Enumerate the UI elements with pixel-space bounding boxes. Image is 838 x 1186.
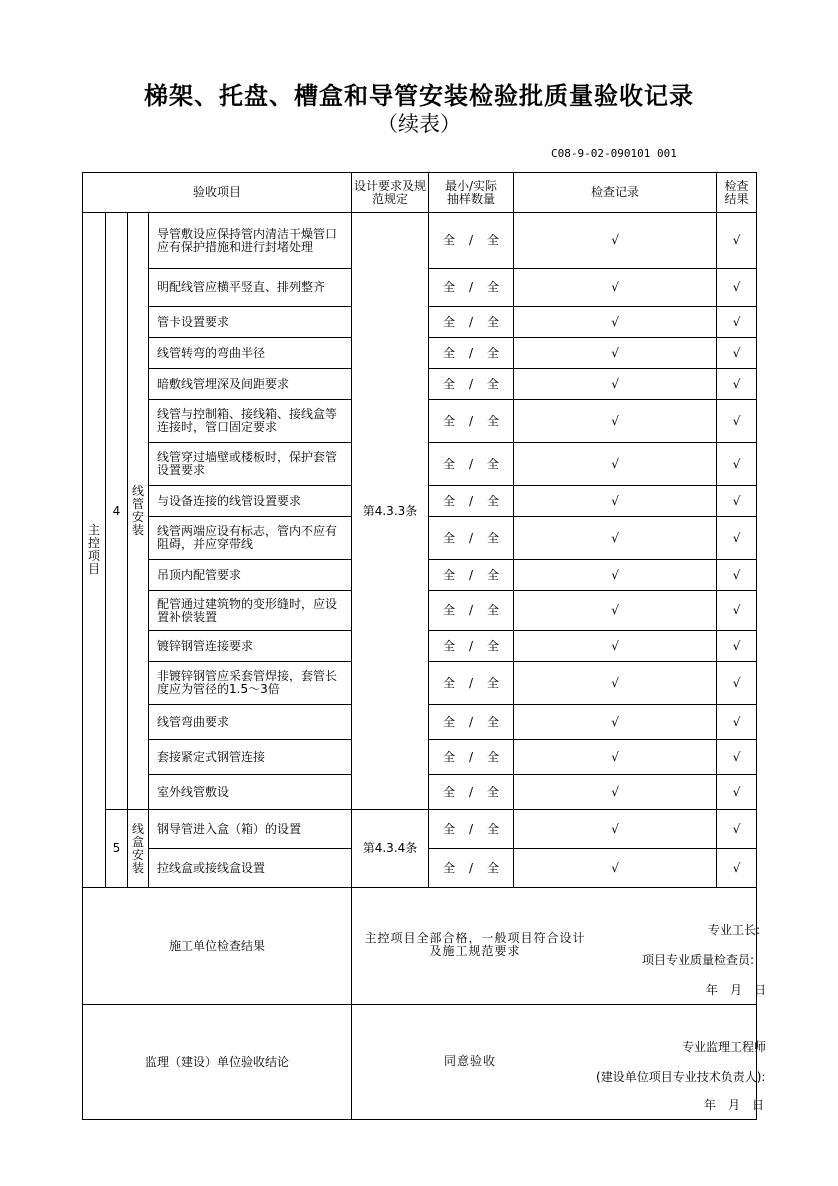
- check-mark: √: [611, 280, 619, 294]
- sampling-slash: /: [468, 280, 474, 294]
- check-mark: √: [732, 714, 741, 729]
- sampling-min: 全: [442, 714, 455, 729]
- sampling-slash: /: [468, 345, 474, 360]
- sampling-count: [429, 849, 514, 888]
- check-result: [717, 369, 757, 400]
- item-description: 管卡设置要求: [149, 307, 352, 338]
- check-result: [717, 591, 757, 631]
- sampling-actual: 全: [487, 456, 500, 471]
- check-mark: √: [611, 603, 619, 617]
- sampling-actual: 全: [487, 714, 500, 729]
- group-name-cell: [128, 810, 149, 888]
- check-mark: √: [732, 456, 741, 471]
- check-record: [514, 517, 717, 560]
- check-mark: √: [732, 784, 741, 799]
- check-record: [514, 849, 717, 888]
- item-description: 明配线管应横平竖直、排列整齐: [149, 269, 352, 307]
- check-mark: √: [732, 675, 741, 690]
- sampling-slash: /: [468, 749, 474, 764]
- sampling-count: [429, 662, 514, 705]
- item-description: 拉线盒或接线盒设置: [149, 849, 352, 888]
- sampling-slash: /: [468, 314, 474, 329]
- sampling-actual: 全: [487, 314, 500, 329]
- spec-clause: 第4.3.3条: [352, 213, 429, 810]
- sampling-slash: /: [468, 714, 474, 729]
- check-mark: √: [732, 638, 741, 653]
- item-description: 线管两端应设有标志，管内不应有阻碍，并应穿带线: [149, 517, 352, 560]
- sampling-count: [429, 517, 514, 560]
- check-result: [717, 662, 757, 705]
- check-mark: √: [611, 314, 619, 329]
- check-mark: √: [611, 784, 619, 799]
- check-result: [717, 338, 757, 369]
- page-subtitle: （续表）: [377, 112, 461, 136]
- col-header-item: 验收项目: [83, 173, 352, 213]
- sampling-actual: 全: [487, 345, 500, 360]
- sampling-min: 全: [442, 413, 455, 428]
- sampling-slash: /: [468, 675, 474, 690]
- sampling-slash: /: [468, 233, 474, 247]
- check-result: [717, 443, 757, 486]
- check-record: [514, 662, 717, 705]
- check-result: [717, 810, 757, 849]
- sampling-actual: 全: [487, 821, 500, 836]
- item-description: 暗敷线管埋深及间距要求: [149, 369, 352, 400]
- check-record: [514, 443, 717, 486]
- sampling-slash: /: [468, 456, 474, 471]
- sampling-actual: 全: [487, 376, 500, 391]
- check-result: [717, 560, 757, 591]
- sampling-count: [429, 269, 514, 307]
- sampling-count: [429, 775, 514, 810]
- item-description: 线管弯曲要求: [149, 705, 352, 740]
- sampling-count: [429, 740, 514, 775]
- col-header-requirement: 设计要求及规范规定: [352, 173, 429, 213]
- check-mark: √: [611, 493, 619, 508]
- check-record: [514, 400, 717, 443]
- sampling-count: [429, 705, 514, 740]
- check-mark: √: [732, 233, 741, 247]
- sampling-count: [429, 486, 514, 517]
- owner-rep-label: (建设单位项目专业技术负责人):: [596, 1070, 766, 1084]
- check-result: [717, 705, 757, 740]
- category-cell: [83, 213, 106, 888]
- item-description: 配管通过建筑物的变形缝时，应设置补偿装置: [149, 591, 352, 631]
- check-mark: √: [611, 675, 619, 690]
- sampling-min: 全: [442, 603, 455, 617]
- item-description: 线管转弯的弯曲半径: [149, 338, 352, 369]
- sampling-actual: 全: [487, 675, 500, 690]
- check-result: [717, 740, 757, 775]
- check-mark: √: [611, 376, 619, 391]
- item-description: 钢导管进入盒（箱）的设置: [149, 810, 352, 849]
- sampling-slash: /: [468, 530, 474, 545]
- sampling-min: 全: [442, 675, 455, 690]
- check-record: [514, 775, 717, 810]
- sampling-actual: 全: [487, 493, 500, 508]
- check-mark: √: [611, 530, 619, 545]
- check-mark: √: [732, 280, 741, 294]
- sampling-count: [429, 560, 514, 591]
- supervision-result: 同意验收: [444, 1054, 497, 1068]
- check-record: [514, 307, 717, 338]
- check-mark: √: [732, 749, 741, 764]
- check-mark: √: [732, 530, 741, 545]
- foreman-label: 专业工长:: [708, 923, 761, 937]
- sampling-count: [429, 810, 514, 849]
- supervision-section: [83, 1005, 757, 1120]
- construction-section: [83, 888, 757, 1005]
- sampling-count: [429, 213, 514, 269]
- group-number: 4: [106, 213, 128, 810]
- check-record: [514, 740, 717, 775]
- supervision-date: 年 月 日: [704, 1098, 765, 1112]
- sampling-min: 全: [442, 530, 455, 545]
- sampling-slash: /: [468, 784, 474, 799]
- check-record: [514, 631, 717, 662]
- group-name: 线盒安装: [131, 821, 144, 875]
- check-mark: √: [611, 821, 619, 836]
- sampling-slash: /: [468, 493, 474, 508]
- check-result: [717, 517, 757, 560]
- sampling-min: 全: [442, 493, 455, 508]
- item-description: 室外线管敷设: [149, 775, 352, 810]
- check-mark: √: [732, 413, 741, 428]
- check-mark: √: [732, 345, 741, 360]
- check-mark: √: [611, 567, 619, 582]
- sampling-min: 全: [442, 567, 455, 582]
- check-result: [717, 400, 757, 443]
- sampling-slash: /: [468, 567, 474, 582]
- col-header-record: 检查记录: [514, 173, 717, 213]
- inspection-table: [82, 172, 767, 1120]
- col-header-sampling: 最小/实际抽样数量: [429, 173, 514, 213]
- sampling-actual: 全: [487, 233, 500, 247]
- inspector-label: 项目专业质量检查员:: [642, 953, 755, 967]
- check-record: [514, 591, 717, 631]
- check-mark: √: [611, 638, 619, 653]
- check-mark: √: [732, 603, 741, 617]
- category-label: 主控项目: [87, 523, 100, 576]
- sampling-count: [429, 400, 514, 443]
- sampling-min: 全: [442, 749, 455, 764]
- item-description: 镀锌钢管连接要求: [149, 631, 352, 662]
- item-description: 与设备连接的线管设置要求: [149, 486, 352, 517]
- check-mark: √: [611, 749, 619, 764]
- supervision-label: 监理（建设）单位验收结论: [83, 1005, 352, 1120]
- item-description: 线管穿过墙壁或楼板时，保护套管设置要求: [149, 443, 352, 486]
- construction-content: [352, 888, 767, 1005]
- sampling-actual: 全: [487, 280, 500, 294]
- sampling-min: 全: [442, 860, 455, 875]
- check-mark: √: [611, 860, 619, 875]
- check-record: [514, 810, 717, 849]
- sampling-min: 全: [442, 314, 455, 329]
- check-result: [717, 486, 757, 517]
- sampling-count: [429, 443, 514, 486]
- sampling-actual: 全: [487, 603, 500, 617]
- sampling-count: [429, 307, 514, 338]
- sampling-slash: /: [468, 413, 474, 428]
- col-header-result: 检查结果: [717, 173, 757, 213]
- check-mark: √: [732, 860, 741, 875]
- sampling-actual: 全: [487, 530, 500, 545]
- construction-label: 施工单位检查结果: [83, 888, 352, 1005]
- group-name: 线管安装: [131, 484, 144, 537]
- check-result: [717, 631, 757, 662]
- construction-result: 主控项目全部合格，一般项目符合设计及施工规范要求: [364, 931, 586, 958]
- sampling-actual: 全: [487, 413, 500, 428]
- group-name-cell: [128, 213, 149, 810]
- item-description: 线管与控制箱、接线箱、接线盒等连接时，管口固定要求: [149, 400, 352, 443]
- sampling-slash: /: [468, 821, 474, 836]
- spec-clause: 第4.3.4条: [352, 810, 429, 888]
- table-row: [83, 213, 757, 269]
- sampling-min: 全: [442, 821, 455, 836]
- check-mark: √: [732, 376, 741, 391]
- check-result: [717, 849, 757, 888]
- document-code: C08-9-02-090101 001: [551, 147, 677, 160]
- supervision-content: [352, 1005, 767, 1120]
- check-record: [514, 269, 717, 307]
- sampling-count: [429, 338, 514, 369]
- item-description: 导管敷设应保持管内清洁干燥管口应有保护措施和进行封堵处理: [149, 213, 352, 269]
- sampling-actual: 全: [487, 567, 500, 582]
- group-number: 5: [106, 810, 128, 888]
- engineer-label: 专业监理工程师: [682, 1040, 767, 1054]
- sampling-min: 全: [442, 345, 455, 360]
- sampling-slash: /: [468, 638, 474, 653]
- check-mark: √: [611, 456, 619, 471]
- check-mark: √: [732, 821, 741, 836]
- item-description: 套接紧定式钢管连接: [149, 740, 352, 775]
- sampling-min: 全: [442, 638, 455, 653]
- check-record: [514, 369, 717, 400]
- check-result: [717, 213, 757, 269]
- sampling-min: 全: [442, 233, 455, 247]
- construction-date: 年 月 日: [706, 983, 767, 997]
- sampling-min: 全: [442, 376, 455, 391]
- item-description: 非镀锌钢管应采套管焊接，套管长度应为管径的1.5～3倍: [149, 662, 352, 705]
- sampling-actual: 全: [487, 638, 500, 653]
- item-description: 吊顶内配管要求: [149, 560, 352, 591]
- check-mark: √: [732, 314, 741, 329]
- sampling-slash: /: [468, 603, 474, 617]
- page-title: 梯架、托盘、槽盒和导管安装检验批质量验收记录: [144, 82, 694, 110]
- check-result: [717, 775, 757, 810]
- sampling-count: [429, 369, 514, 400]
- check-record: [514, 705, 717, 740]
- check-mark: √: [611, 345, 619, 360]
- check-mark: √: [732, 493, 741, 508]
- sampling-actual: 全: [487, 784, 500, 799]
- sampling-slash: /: [468, 376, 474, 391]
- check-mark: √: [611, 714, 619, 729]
- sampling-actual: 全: [487, 749, 500, 764]
- table-row: [83, 810, 757, 849]
- check-record: [514, 213, 717, 269]
- check-record: [514, 486, 717, 517]
- check-mark: √: [732, 567, 741, 582]
- table-header-row: [83, 173, 757, 213]
- check-mark: √: [611, 233, 619, 247]
- check-result: [717, 269, 757, 307]
- sampling-slash: /: [468, 860, 474, 875]
- sampling-min: 全: [442, 456, 455, 471]
- check-record: [514, 560, 717, 591]
- sampling-count: [429, 631, 514, 662]
- sampling-min: 全: [442, 784, 455, 799]
- sampling-min: 全: [442, 280, 455, 294]
- sampling-count: [429, 591, 514, 631]
- check-mark: √: [611, 413, 619, 428]
- check-result: [717, 307, 757, 338]
- sampling-actual: 全: [487, 860, 500, 875]
- check-record: [514, 338, 717, 369]
